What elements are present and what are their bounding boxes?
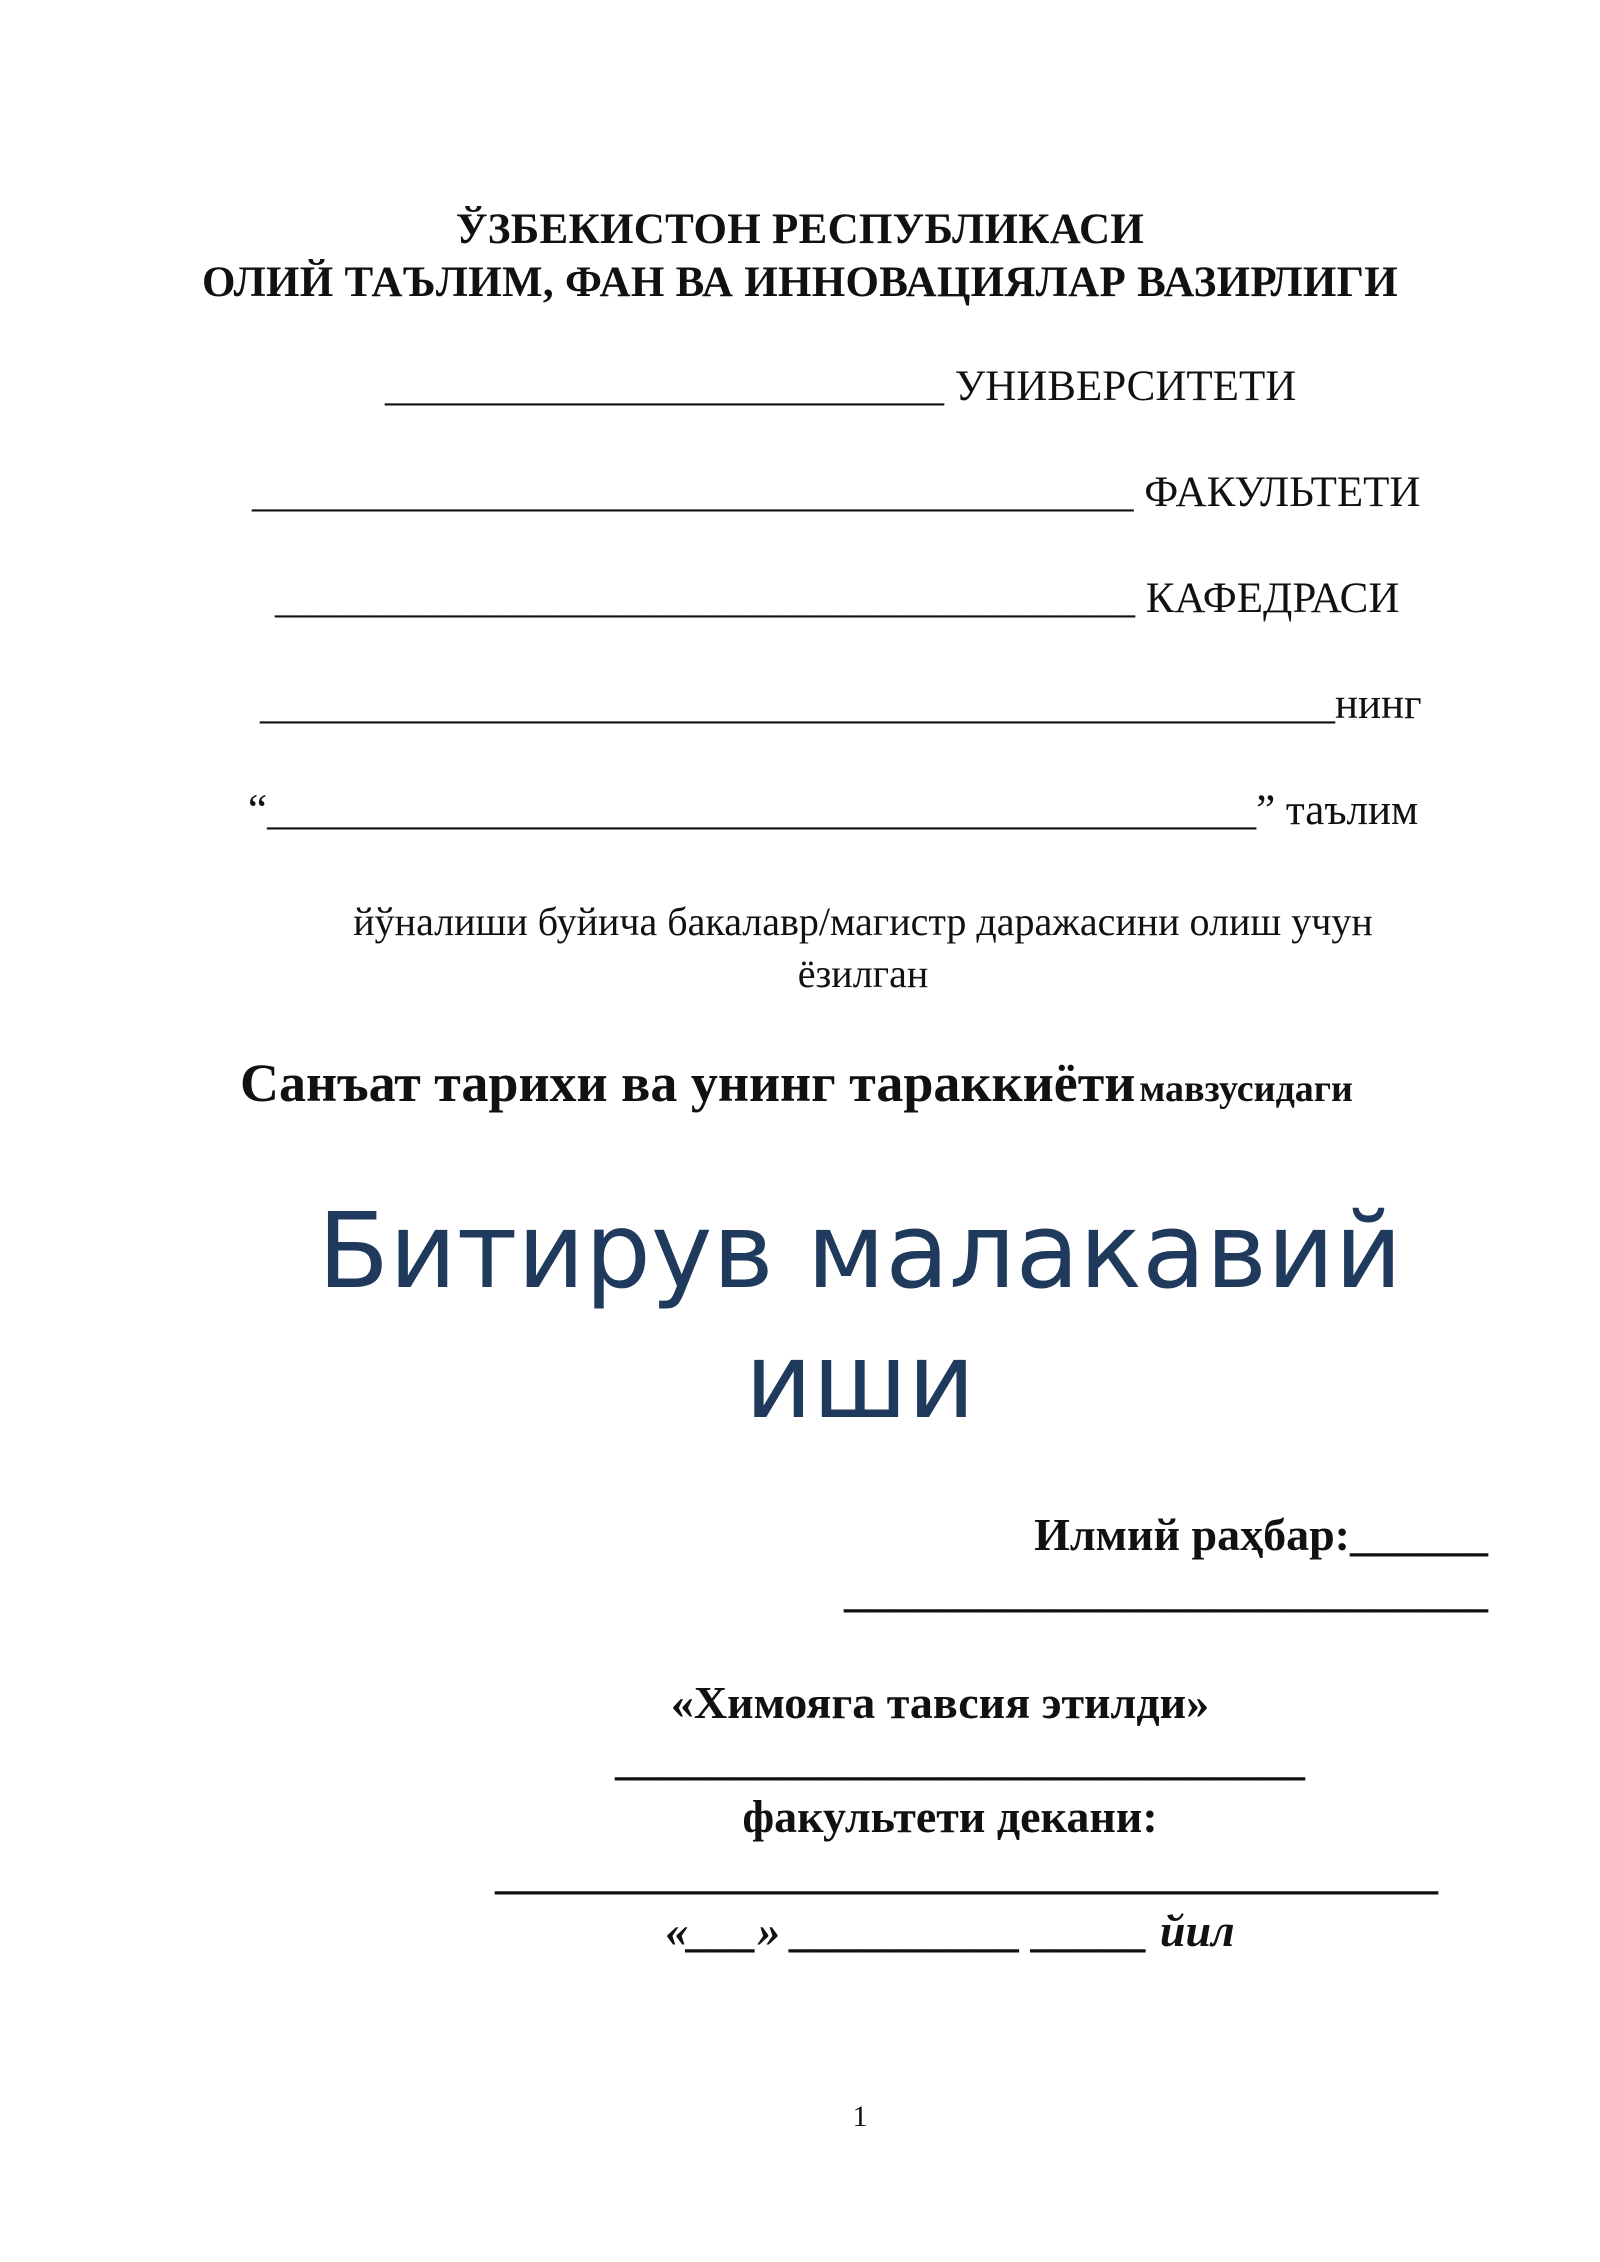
topic-line xyxy=(240,1052,1353,1114)
purpose-line-2: ёзилган xyxy=(797,951,929,996)
faculty-field: _________________________________________ ФАКУЛЬТЕТИ xyxy=(252,469,1421,516)
education-direction-field: “______________________________________________” таълим xyxy=(248,787,1419,834)
defense-recommended: «Химояга тавсия этилди» xyxy=(670,1677,1210,1728)
work-type-line-1: Битирув малакавий xyxy=(317,1190,1403,1312)
defense-date: «___» __________ _____ йил xyxy=(665,1905,1235,1956)
ministry-heading: ОЛИЙ ТАЪЛИМ, ФАН ВА ИННОВАЦИЯЛАР ВАЗИРЛИГИ xyxy=(202,259,1398,306)
topic-title: Санъат тарихи ва унинг тараккиёти xyxy=(240,1053,1136,1113)
work-type-line-2: иши xyxy=(744,1320,976,1442)
purpose-line-1: йўналиши буйича бакалавр/магистр даражасини олиш учун xyxy=(353,899,1373,944)
university-field: __________________________ УНИВЕРСИТЕТИ xyxy=(385,363,1297,410)
department-field: ________________________________________ КАФЕДРАСИ xyxy=(275,575,1400,622)
page-number: 1 xyxy=(852,2100,868,2133)
student-field: __________________________________________________нинг xyxy=(260,681,1422,728)
dean-label: факультети декани: xyxy=(742,1791,1158,1842)
defense-blank-line: ______________________________ xyxy=(615,1733,1305,1784)
topic-suffix: мавзусидаги xyxy=(1139,1068,1353,1110)
republic-heading: ЎЗБЕКИСТОН РЕСПУБЛИКАСИ xyxy=(455,206,1145,253)
supervisor-signature-line: ____________________________ xyxy=(844,1565,1488,1616)
supervisor-label: Илмий раҳбар:______ xyxy=(1034,1509,1488,1560)
dean-signature-line: _________________________________________ xyxy=(495,1847,1438,1898)
